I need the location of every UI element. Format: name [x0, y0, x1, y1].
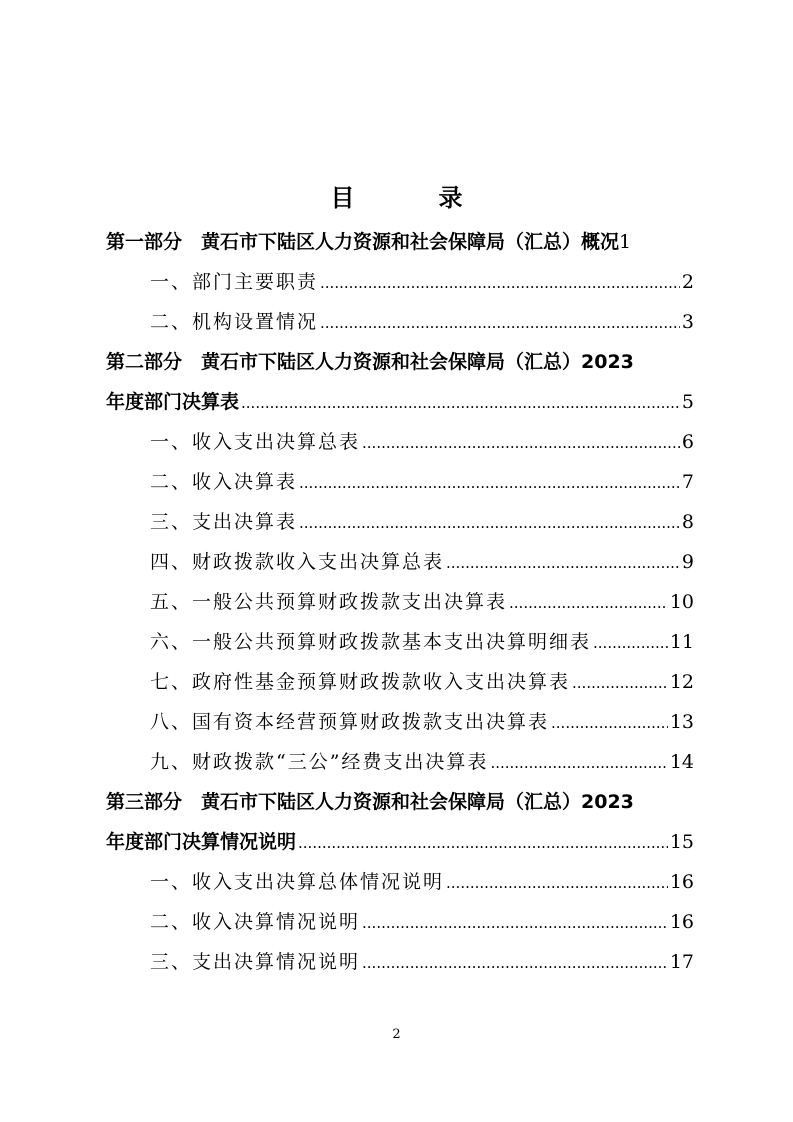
toc-entry[interactable]: [106, 902, 694, 942]
toc-entry[interactable]: [106, 622, 694, 662]
toc-leader-dots: [299, 503, 680, 543]
toc-entry[interactable]: [106, 262, 694, 302]
table-of-contents: [106, 222, 694, 982]
toc-leader-dots: [362, 423, 680, 463]
toc-leader-dots: [446, 863, 668, 903]
toc-entry[interactable]: [106, 582, 694, 622]
toc-entry-label: 第二部分 黄石市下陆区人力资源和社会保障局（汇总）2023: [106, 351, 634, 373]
toc-entry[interactable]: [106, 942, 694, 982]
toc-entry-part-2[interactable]: [106, 382, 694, 422]
toc-entry-page: 14: [669, 751, 694, 773]
toc-leader-dots: [298, 823, 668, 863]
toc-entry-label: 年度部门决算情况说明: [106, 831, 297, 853]
toc-entry-page: 13: [669, 711, 694, 733]
toc-entry-part-2-heading[interactable]: [106, 342, 694, 382]
toc-entry[interactable]: [106, 502, 694, 542]
toc-entry-page: 16: [669, 871, 694, 893]
toc-entry-label: 四、财政拨款收入支出决算总表: [150, 551, 445, 573]
toc-entry-page: 8: [681, 511, 694, 533]
toc-entry-label: 年度部门决算表: [106, 391, 240, 413]
toc-entry-label: 六、一般公共预算财政拨款基本支出决算明细表: [150, 631, 592, 653]
toc-entry-label: 第一部分 黄石市下陆区人力资源和社会保障局（汇总）概况: [106, 231, 620, 253]
toc-entry-label: 第三部分 黄石市下陆区人力资源和社会保障局（汇总）2023: [106, 791, 634, 813]
toc-entry-label: 二、收入决算情况说明: [150, 911, 361, 933]
toc-entry[interactable]: [106, 862, 694, 902]
toc-entry-label: 八、国有资本经营预算财政拨款支出决算表: [150, 711, 550, 733]
toc-entry-label: 二、机构设置情况: [150, 311, 319, 333]
toc-leader-dots: [320, 263, 680, 303]
toc-entry-page: 9: [681, 551, 694, 573]
toc-entry-page: 16: [669, 911, 694, 933]
toc-entry[interactable]: [106, 422, 694, 462]
toc-entry-page: 5: [681, 391, 694, 413]
toc-leader-dots: [362, 903, 668, 943]
toc-entry-page: 7: [681, 471, 694, 493]
toc-entry-page: 3: [681, 311, 694, 333]
toc-title: 目 录: [330, 184, 493, 212]
toc-entry-page: 11: [669, 631, 694, 653]
toc-entry-part-3-heading[interactable]: [106, 782, 694, 822]
toc-entry[interactable]: [106, 702, 694, 742]
toc-entry[interactable]: [106, 662, 694, 702]
toc-leader-dots: [551, 703, 668, 743]
toc-entry-label: 七、政府性基金预算财政拨款收入支出决算表: [150, 671, 571, 693]
toc-entry[interactable]: [106, 462, 694, 502]
toc-entry-label: 九、财政拨款“三公”经费支出决算表: [150, 751, 489, 773]
toc-entry-page: 17: [669, 951, 694, 973]
toc-leader-dots: [509, 583, 668, 623]
toc-leader-dots: [241, 383, 680, 423]
toc-entry-label: 二、收入决算表: [150, 471, 298, 493]
toc-entry[interactable]: [106, 742, 694, 782]
toc-leader-dots: [593, 623, 668, 663]
toc-leader-dots: [572, 663, 668, 703]
toc-entry[interactable]: [106, 302, 694, 342]
toc-entry-label: 三、支出决算表: [150, 511, 298, 533]
toc-leader-dots: [362, 943, 668, 983]
toc-leader-dots: [446, 543, 680, 583]
toc-entry-page: 2: [681, 271, 694, 293]
page-number: 2: [392, 1027, 401, 1042]
toc-entry-label: 一、收入支出决算总体情况说明: [150, 871, 445, 893]
toc-leader-dots: [320, 303, 680, 343]
toc-entry-page: 12: [669, 671, 694, 693]
toc-entry-label: 一、收入支出决算总表: [150, 431, 361, 453]
toc-entry-page: 15: [669, 831, 694, 853]
toc-entry-page: 10: [669, 591, 694, 613]
toc-entry-page: 1: [619, 231, 632, 253]
toc-entry-page: 6: [681, 431, 694, 453]
toc-entry-part-1[interactable]: [106, 222, 694, 262]
toc-entry-label: 一、部门主要职责: [150, 271, 319, 293]
toc-leader-dots: [490, 743, 667, 783]
toc-entry-part-3[interactable]: [106, 822, 694, 862]
toc-leader-dots: [299, 463, 680, 503]
toc-entry-label: 三、支出决算情况说明: [150, 951, 361, 973]
toc-entry[interactable]: [106, 542, 694, 582]
toc-entry-label: 五、一般公共预算财政拨款支出决算表: [150, 591, 508, 613]
